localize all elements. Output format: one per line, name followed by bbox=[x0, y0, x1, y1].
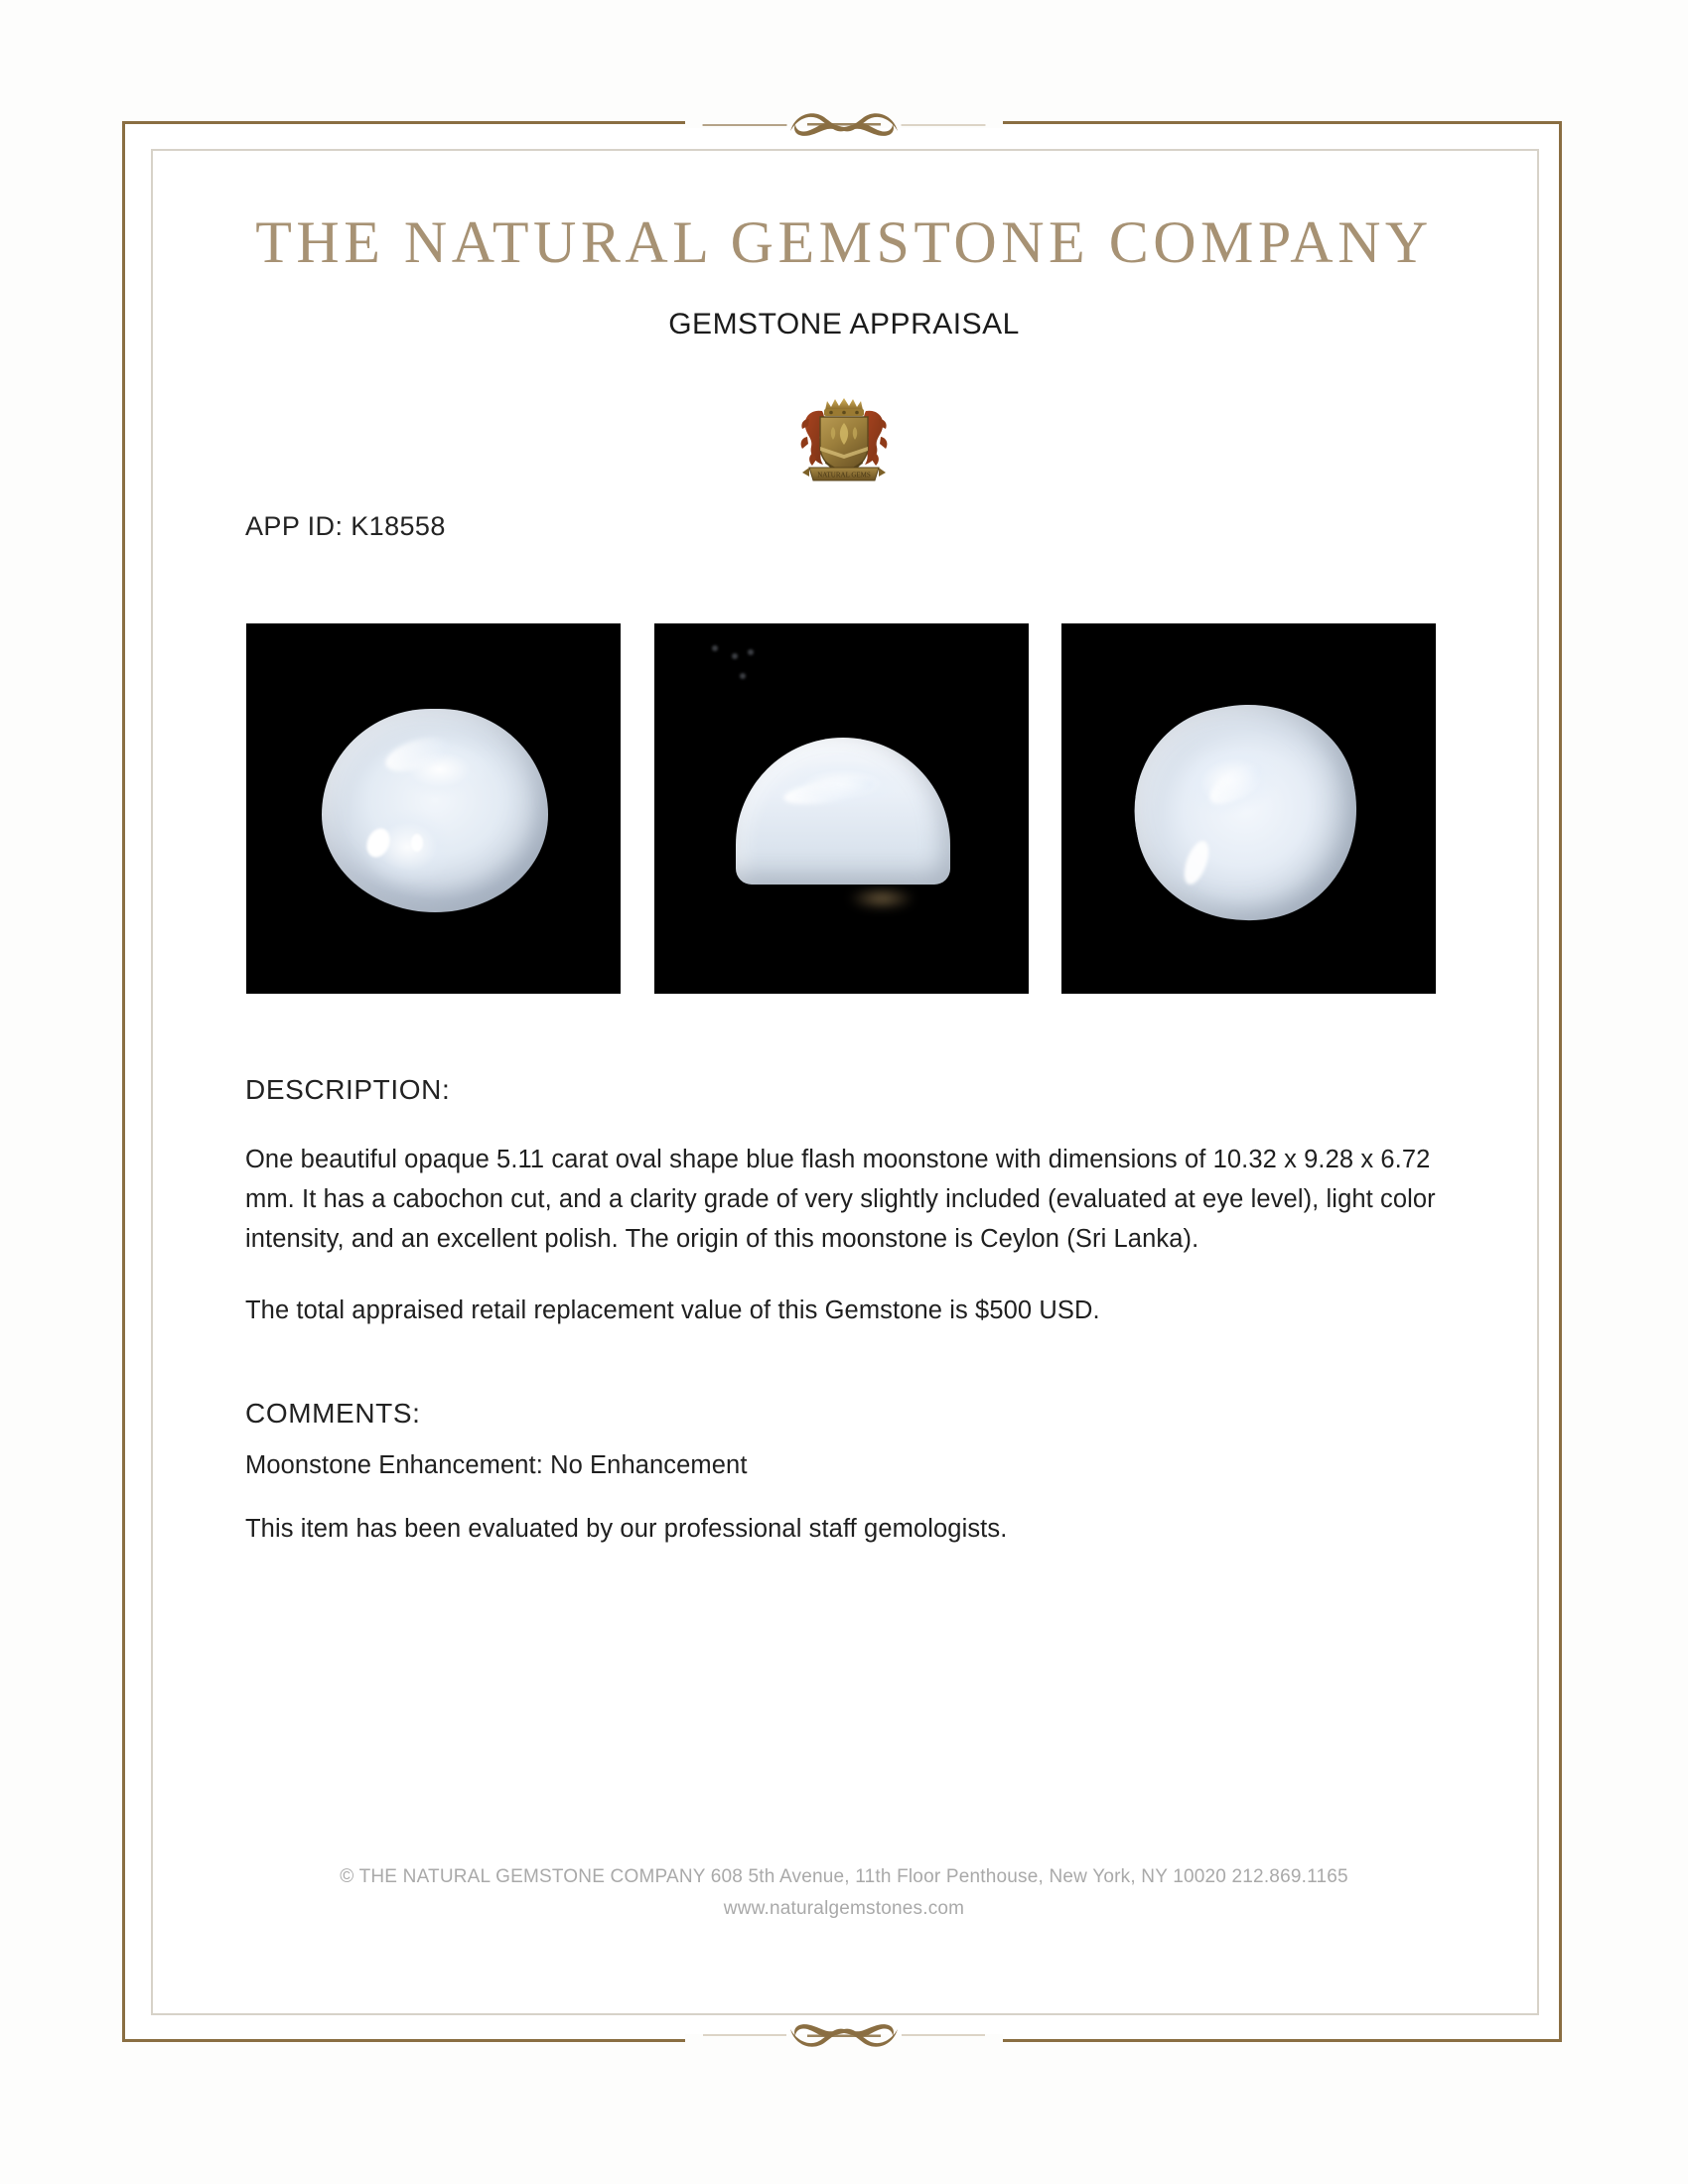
heraldic-crest-icon bbox=[789, 389, 899, 483]
comments-heading: COMMENTS: bbox=[245, 1398, 421, 1429]
app-id: APP ID: K18558 bbox=[245, 511, 446, 541]
description-heading: DESCRIPTION: bbox=[245, 1074, 451, 1105]
gem-photo-top-view bbox=[246, 623, 621, 994]
gem-reflection-glow bbox=[849, 887, 914, 909]
comment-evaluation: This item has been evaluated by our professional staff gemologists. bbox=[245, 1515, 1008, 1543]
svg-text:NATURAL GEMS: NATURAL GEMS bbox=[817, 471, 871, 479]
footer-address-line: © THE NATURAL GEMSTONE COMPANY 608 5th Avenue, 11th Floor Penthouse, New York, NY 10020 212.869.1165 bbox=[340, 1866, 1348, 1887]
photo-speck bbox=[740, 673, 746, 679]
description-paragraph: One beautiful opaque 5.11 carat oval shape blue flash moonstone with dimensions of 10.32 x 9.28 x 6.72 mm. It has a cabochon cut, and a clarity grade of very slightly included (evaluated at eye level), light color intensity, and an excellent polish. The origin of this moonstone is Ceylon (Sri Lanka). bbox=[245, 1146, 1436, 1253]
gem-photo-side-view bbox=[654, 623, 1029, 994]
photo-speck bbox=[748, 649, 754, 655]
appraised-value-statement: The total appraised retail replacement value of this Gemstone is $500 USD. bbox=[245, 1297, 1100, 1324]
footer bbox=[0, 1861, 1688, 1925]
flourish-ornament-bottom bbox=[685, 2008, 1003, 2064]
footer-website: www.naturalgemstones.com bbox=[723, 1898, 965, 1919]
moonstone-cabochon-angled bbox=[1116, 686, 1375, 941]
gem-photo-angled-view bbox=[1061, 623, 1436, 994]
comment-enhancement: Moonstone Enhancement: No Enhancement bbox=[245, 1451, 748, 1479]
document-title: GEMSTONE APPRAISAL bbox=[668, 308, 1020, 341]
photo-speck bbox=[712, 645, 718, 651]
gem-highlight bbox=[411, 834, 423, 852]
photo-speck bbox=[732, 653, 738, 659]
gem-photo-strip bbox=[246, 623, 1436, 994]
flourish-ornament-top bbox=[685, 96, 1003, 152]
moonstone-cabochon-side bbox=[736, 738, 950, 885]
company-name: THE NATURAL GEMSTONE COMPANY bbox=[255, 209, 1433, 275]
